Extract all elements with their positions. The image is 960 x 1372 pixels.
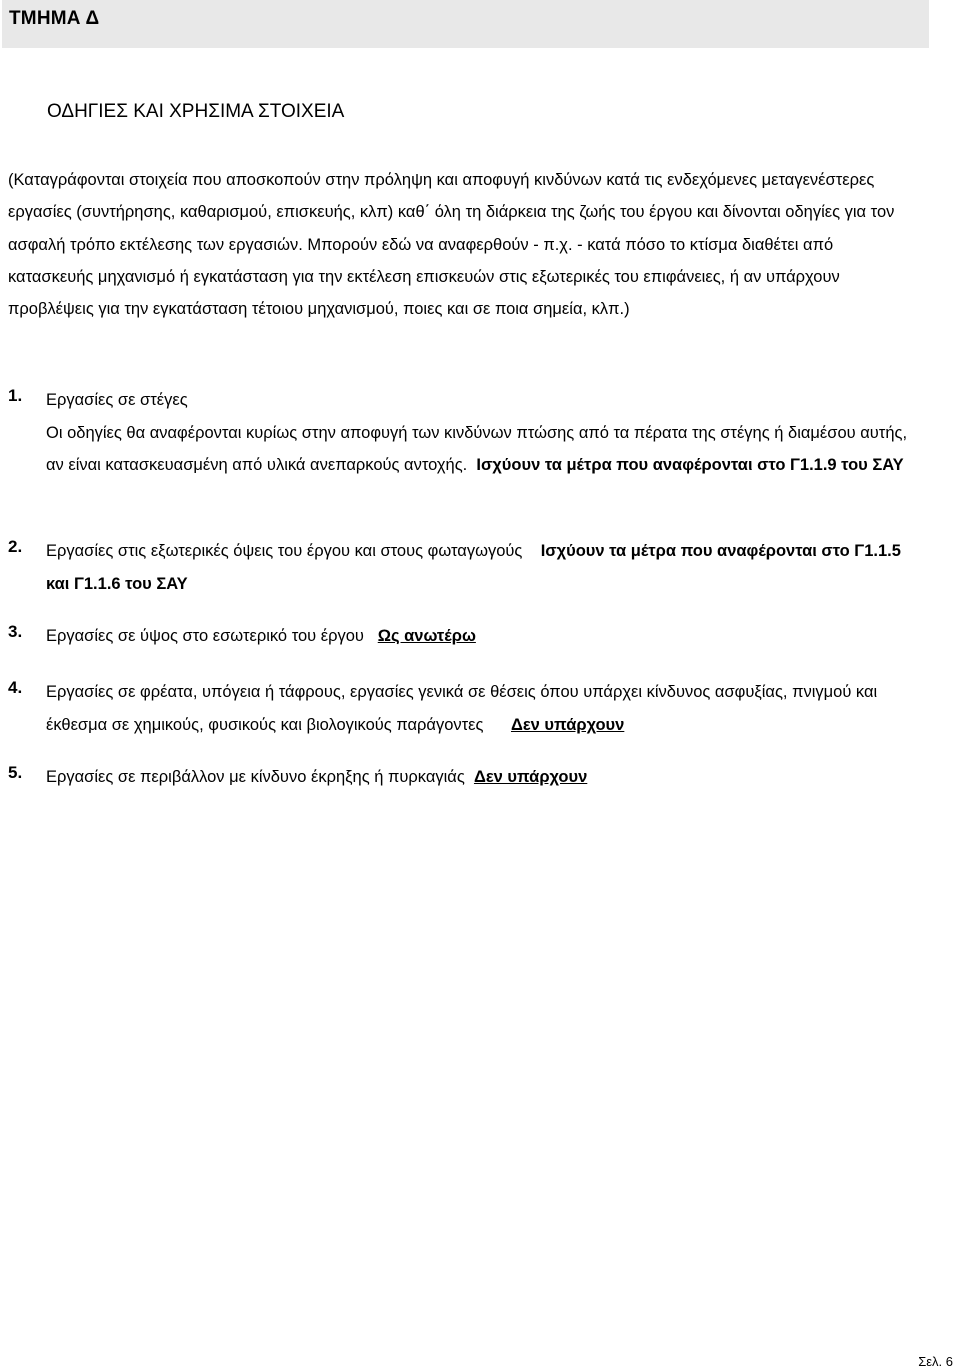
document-heading: ΟΔΗΓΙΕΣ ΚΑΙ ΧΡΗΣΙΜΑ ΣΤΟΙΧΕΙΑ	[47, 101, 345, 122]
item-body	[46, 535, 916, 600]
item-body	[46, 384, 916, 482]
item-note: Ως ανωτέρω	[377, 627, 476, 645]
item-number: 4.	[8, 678, 23, 697]
item-note: Δεν υπάρχουν	[510, 715, 625, 734]
item-text: Εργασίες σε φρέατα, υπόγεια ή τάφρους, εργασίες γενικά σε θέσεις όπου υπάρχει κίνδυνος ασφυξίας, πνιγμού και έκθεσμα σε χημικούς, φυσικούς και βιολογικούς παράγοντες	[46, 683, 878, 734]
item-text: Εργασίες σε περιβάλλον με κίνδυνο έκρηξης ή πυρκαγιάς	[46, 768, 465, 786]
item-text: Εργασίες στις εξωτερικές όψεις του έργου και στους φωταγωγούς	[46, 542, 523, 560]
section-title: ΤΜΗΜΑ Δ	[9, 8, 100, 29]
item-text: Εργασίες σε ύψος στο εσωτερικό του έργου	[46, 627, 364, 645]
item-number: 1.	[8, 386, 23, 405]
item-text: Οι οδηγίες θα αναφέρονται κυρίως στην αποφυγή των κινδύνων πτώσης από τα πέρατα της στέγης ή διαμέσου αυτής, αν είναι κατασκευασμένη από υλικά ανεπαρκούς αντοχής.	[46, 423, 908, 474]
item-note: Ισχύουν τα μέτρα που αναφέρονται στο Γ1.1.5 και Γ1.1.6 του ΣΑΥ	[46, 542, 901, 593]
item-body	[46, 620, 916, 653]
item-title: Εργασίες σε στέγες	[46, 391, 188, 409]
item-number: 3.	[8, 622, 23, 641]
item-body	[46, 761, 916, 794]
item-number: 5.	[8, 763, 23, 782]
intro-paragraph: (Καταγράφονται στοιχεία που αποσκοπούν στην πρόληψη και αποφυγή κινδύνων κατά τις ενδεχόμενες μεταγενέστερες εργασίες (συντήρησης, καθαρισμού, επισκευής, κλπ) καθ΄ όλη τη διάρκεια της ζωής του έργου και δίνονται οδηγίες για τον ασφαλή τρόπο εκτέλεσης των εργασιών. Μπορούν εδώ να αναφερθούν - π.χ. - κατά πόσο το κτίσμα διαθέτει από κατασκευής μηχανισμό ή εγκατάσταση για την εκτέλεση επισκευών στις εξωτερικές του επιφάνειες, ή αν υπάρχουν προβλέψεις για την εγκατάσταση τέτοιου μηχανισμού, ποιες και σε ποια σημεία, κλπ.)	[8, 171, 895, 319]
item-number: 2.	[8, 537, 23, 556]
item-note: Ισχύουν τα μέτρα που αναφέρονται στο Γ1.1.9 του ΣΑΥ	[476, 456, 904, 474]
item-note: Δεν υπάρχουν	[473, 768, 588, 786]
section-header-bar	[2, 0, 929, 48]
page-number: Σελ. 6	[918, 1354, 953, 1369]
item-body	[46, 676, 916, 741]
